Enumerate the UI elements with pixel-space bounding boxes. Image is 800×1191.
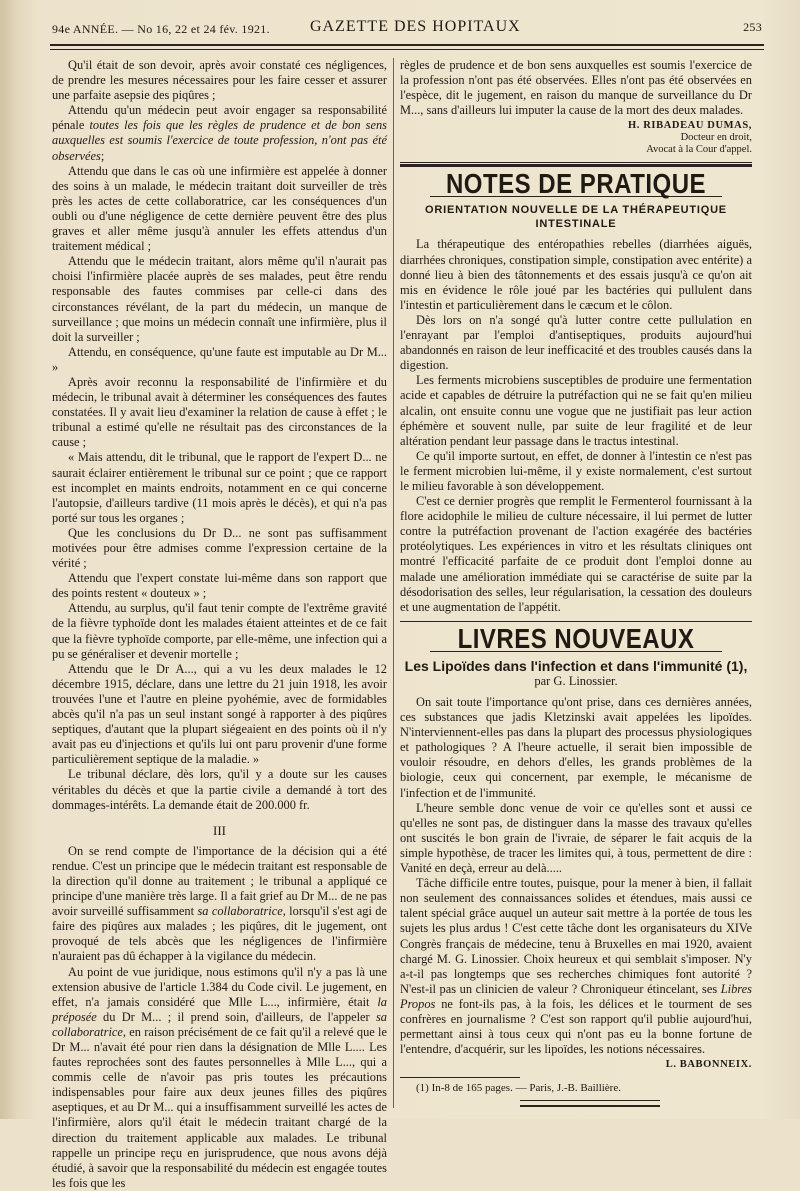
- paragraph: Attendu que dans le cas où une infirmière est appelée à donner des soins à un malade, le médecin traitant doit surveiller de très près les actes de cette collaboratrice, car les conséquences d'un oubli ou d'une négligence de cette dernière peuvent être des plus graves et aller même jusqu'à annuler les effets attendus d'un traitement médical ;: [52, 163, 387, 254]
- section-rule: [400, 162, 752, 163]
- book-title: Les Lipoïdes dans l'infection et dans l'immunité (1),: [404, 657, 748, 674]
- paragraph: Que les conclusions du Dr D... ne sont pas suffisamment motivées pour être admises comme l'expression certaine de la vérité ;: [52, 525, 387, 571]
- paragraph: Après avoir reconnu la responsabilité de l'infirmière et du médecin, le tribunal avait à déterminer les conséquences des fautes constatées. Il y avait lieu d'examiner la relation de cause à effet ; le tribunal a estimé qu'elle ne résultait pas des circonstances de la cause ;: [52, 374, 387, 450]
- right-column: [400, 58, 752, 1107]
- paragraph: Attendu qu'un médecin peut avoir engager sa responsabilité pénale toutes les fois que les règles de prudence et de bon sens auxquelles est soumis l'exercice de toute profession, n'ont pas été observées;: [52, 103, 387, 163]
- paragraph: Attendu que le médecin traitant, alors même qu'il n'aurait pas choisi l'infirmière placée auprès de ses malades, peut être rendu responsable des fautes commises par celle-ci dans des circonstances révélant, de la part du médecin, un manque de surveillance ; que moins un médecin connaît une infirmière, plus il doit la surveiller ;: [52, 254, 387, 344]
- paragraph: Dès lors on n'a songé qu'à lutter contre cette pullulation en l'enrayant par l'emploi d'antiseptiques, produits aujourd'hui abandonnés en raison de leur inefficacité et des troubles causés dans la digestion.: [400, 312, 752, 373]
- paragraph: Ce qu'il importe surtout, en effet, de donner à l'intestin ce n'est pas le ferment microbien lui-même, il y existe normalement, c'est surtout le milieu favorable à son développement.: [400, 448, 752, 493]
- notes-section-heading: NOTES DE PRATIQUE: [445, 169, 707, 201]
- column-divider: [393, 58, 394, 1108]
- paragraph: L'heure semble donc venue de voir ce qu'elles sont et aussi ce qu'elles ne sont pas, de distinguer dans la masse des travaux qu'elles ont suscités le bon grain de l'ivraie, de séparer le fait acquis de la simple hypothèse, de tracer les limites qui, à tous, permettent de dire : Vanité en deçà, erreur au delà.....: [400, 800, 752, 876]
- paragraph: Tâche difficile entre toutes, puisque, pour la mener à bien, il fallait non seulement des connaissances solides et étendues, mais aussi ce talent spécial grâce auquel un auteur sait mettre à la portée de tous les sujets les plus ardus ! C'est cette tâche dont les organisateurs du XIVe Congrès français de médecine, tenu à Bruxelles en mai 1920, avaient chargé M. G. Linossier. Choix heureux et qui semblait s'imposer. N'y a-t-il pas longtemps que ses recherches chimiques font autorité ? N'est-il pas un clinicien de valeur ? Chroniqueur étincelant, ses Libres Propos ne font-ils pas, à la fois, les délices et le tourment de ses confrères en journalisme ? C'est son rapport qu'il publie aujourd'hui, permettant ainsi à tous ceux qui n'ont pas eu la bonne fortune de l'entendre, d'acquérir, sur les lipoïdes, les notions nécessaires.: [400, 876, 752, 1057]
- closing-ornament: [520, 1100, 660, 1107]
- book-author: par G. Linossier.: [534, 673, 618, 688]
- paragraph: Les ferments microbiens susceptibles de produire une fermentation acide et capables de détruire la putréfaction qui ne se fait qu'en milieu alcalin, ont ensuite connu une vogue que ne justifiait pas leur action éphémère et souvent nulle, par suite de leur fragilité et de leur altération pendant leur passage dans le tractus intestinal.: [400, 373, 752, 448]
- section-rule-thick: [400, 164, 752, 167]
- section-rule: [400, 621, 752, 622]
- article-title: ORIENTATION NOUVELLE DE LA THÉRAPEUTIQUE INTESTINALE: [425, 204, 727, 231]
- author-signature: H. RIBADEAU DUMAS, Docteur en droit, Avocat à la Cour d'appel.: [628, 120, 752, 156]
- review-signature: L. BABONNEIX.: [665, 1059, 752, 1071]
- paragraph: La thérapeutique des entéropathies rebelles (diarrhées aiguës, diarrhées chroniques, constipation simple, constipation avec entérite) a donné lieu à bien des tâtonnements et des essais jusqu'à ce qu'on ait mis en évidence le rôle joué par les bactéries qui pullulent dans l'intestin et particulièrement dans le cæcum et le côlon.: [400, 237, 752, 312]
- paragraph: On se rend compte de l'importance de la décision qui a été rendue. C'est un principe que le médecin traitant est responsable de la direction qu'il donne au traitement ; le tribunal a appliqué ce principe d'une manière très large. Il a fait grief au Dr M... de ne pas avoir surveillé suffisamment sa collaboratrice, lorsqu'il s'est agi de faire des piqûres aux malades ; les piqûres, dit le jugement, ont provoqué de tels abcès que les négligences de l'infirmière n'auraient pas dû échapper à la vigilance du médecin.: [52, 843, 387, 964]
- header-rule-secondary: [50, 49, 764, 50]
- paragraph: C'est ce dernier progrès que remplit le Fermenterol fournissant à la flore acidophile le milieu de culture nécessaire, il lui permet de lutter contre la putréfaction provenant de l'action exagérée des bactéries protéolytiques. Les expériences in vitro et les résultats cliniques ont montré l'efficacité parfaite de ce produit dont l'emploi donne au malade une amélioration immédiate qui se caractérise de suite par la désodorisation des selles, leur régularisation, la cessation des douleurs et une augmentation de l'appétit.: [400, 494, 752, 614]
- paragraph: Attendu que l'expert constate lui-même dans son rapport que des points restent « douteux » ;: [52, 571, 387, 601]
- paragraph: Au point de vue juridique, nous estimons qu'il n'y a pas là une extension abusive de l'article 1.384 du Code civil. Le jugement, en effet, n'a jamais considéré que Mlle L..., infirmière, était la préposée du Dr M... ; il prend soin, d'ailleurs, de l'appeler sa collaboratrice, en raison précisément de ce fait qu'il a relevé que le Dr M... n'avait été pour rien dans la désignation de Mlle L.... Les fautes reprochées sont des fautes personnelles à Mlle L..., qui a commis celle de n'avoir pas pris toutes les précautions indispensables pour faire aux deux jeunes filles des piqûres aseptiques, et au Dr M... qui a insuffisamment surveillé les actes de l'infirmière, alors qu'il était le médecin traitant chargé de la direction du traitement applicable aux malades. Le tribunal rappelle un principe reçu en jurisprudence, que nous avons déjà étudié, à savoir que la responsabilité du médecin est engagée toutes les fois que les: [52, 964, 387, 1190]
- header-rule: [50, 44, 764, 46]
- paragraph: Attendu que le Dr A..., qui a vu les deux malades le 12 décembre 1915, déclare, dans une lettre du 21 juin 1918, les avoir trouvées l'une et l'autre en pleine pyohémie, avec de formidables abcès qu'il n'a pas un seul instant songé à rapporter à des piqûres septiques, d'autant que la plupart siégeaient en des points où il n'y avait pas eu d'injections et qu'ils lui ont paru provenir d'une forme particulièrement septique de la maladie. »: [52, 661, 387, 767]
- section-number: III: [213, 822, 226, 838]
- paragraph: On sait toute l'importance qu'ont prise, dans ces dernières années, ces substances que jadis Kletzinski avait appelées les lipoïdes. N'interviennent-elles pas dans la plupart des processus physiologiques et pathologiques ? A l'heure actuelle, il serait bien impossible de vouloir résoudre, en dehors d'elles, les grands problèmes de la biologie, ceux qui concernent, par exemple, le mécanisme de l'infection et de l'immunité.: [400, 695, 752, 800]
- paragraph: Qu'il était de son devoir, après avoir constaté ces négligences, de prendre les mesures nécessaires pour les faire cesser et assurer une parfaite asepsie des piqûres ;: [52, 58, 387, 103]
- page-number: 253: [743, 20, 762, 34]
- header-issue: 94e ANNÉE. — No 16, 22 et 24 fév. 1921.: [52, 22, 270, 36]
- footnote: (1) In-8 de 165 pages. — Paris, J.-B. Baillière.: [416, 1082, 621, 1095]
- page-header: [52, 18, 762, 44]
- paragraph: Attendu, en conséquence, qu'une faute est imputable au Dr M... »: [52, 344, 387, 374]
- paragraph: Le tribunal déclare, dès lors, qu'il y a doute sur les causes véritables du décès et que la partie civile a demandé à tort des dommages-intérêts. La demande était de 200.000 fr.: [52, 767, 387, 812]
- paragraph: Attendu, au surplus, qu'il faut tenir compte de l'extrême gravité de la fièvre typhoïde dont les malades étaient atteintes et de ce fait que la fièvre typhoïde comporte, par elle-même, une infection qui a pu se généraliser et devenir mortelle ;: [52, 601, 387, 661]
- header-journal-title: GAZETTE DES HOPITAUX: [310, 18, 521, 35]
- books-section-heading: LIVRES NOUVEAUX: [457, 623, 695, 655]
- left-column: [52, 58, 387, 1191]
- paragraph: règles de prudence et de bon sens auxquelles est soumis l'exercice de la profession n'ont pas été observées. Elles n'ont pas été observées en l'espèce, dit le jugement, en raison du manque de surveillance du Dr M..., sans d'ailleurs lui imputer la cause de la mort des deux malades.: [400, 58, 752, 118]
- footnote-rule: [400, 1077, 520, 1078]
- paragraph: « Mais attendu, dit le tribunal, que le rapport de l'expert D... ne saurait éclairer entièrement le tribunal sur ce point ; que ce rapport est incomplet en maints endroits, notamment en ce qui concerne l'autopsie, d'ailleurs tardive (11 mois après le décès), et qui n'a pas porté sur tous les organes ;: [52, 450, 387, 525]
